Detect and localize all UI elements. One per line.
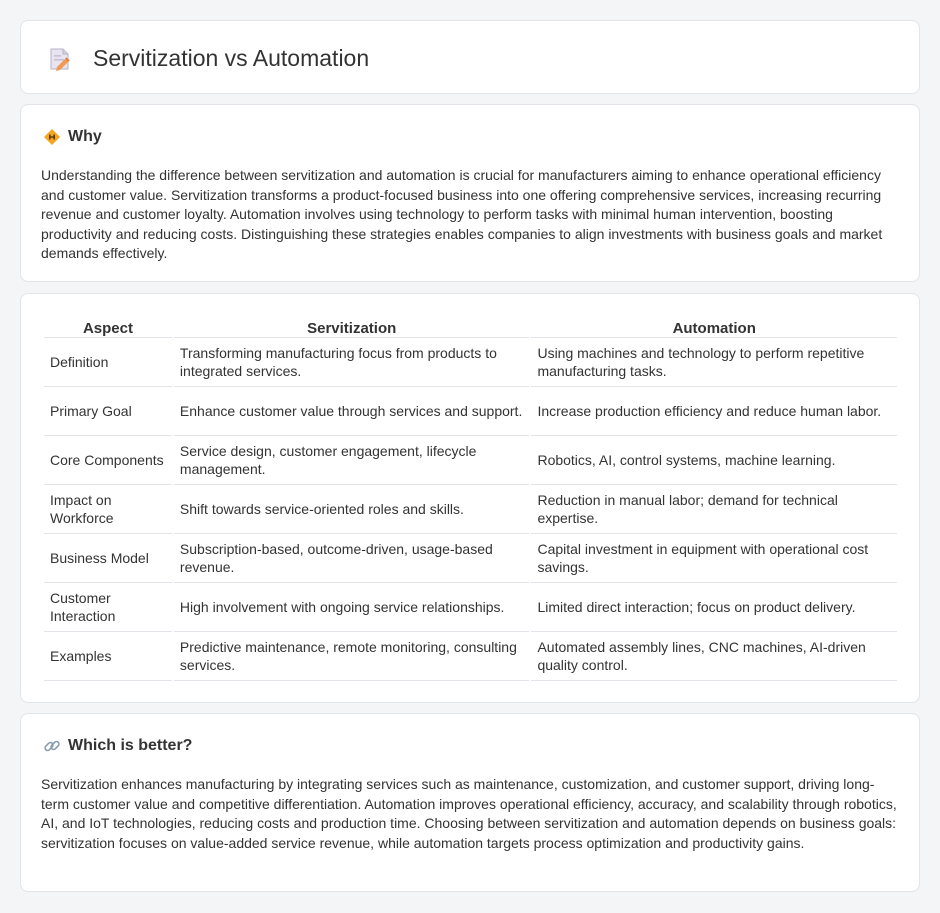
table-row — [44, 534, 897, 583]
table-row — [44, 436, 897, 485]
servitization-cell: Service design, customer engagement, lifecycle management. — [174, 436, 530, 485]
title-row — [47, 45, 369, 72]
automation-cell: Limited direct interaction; focus on product delivery. — [531, 583, 897, 632]
title-card — [20, 20, 920, 94]
servitization-cell: High involvement with ongoing service relationships. — [174, 583, 530, 632]
better-title: Which is better? — [68, 737, 193, 754]
table-row — [44, 632, 897, 681]
page-title: Servitization vs Automation — [93, 45, 370, 71]
comparison-section — [20, 293, 920, 703]
table-row — [44, 387, 897, 436]
automation-cell: Robotics, AI, control systems, machine learning. — [531, 436, 897, 485]
why-text: Understanding the difference between servitization and automation is crucial for manufacturers aiming to enhance operational efficiency and customer value. Servitization transforms a product-focused business into one offering comprehensive services, increasing recurring revenue and customer loyalty. Automation involves using technology to perform tasks with minimal human intervention, boosting productivity and reducing costs. Distinguishing these strategies enables companies to align investments with business goals and market demands effectively. — [41, 167, 883, 262]
why-header — [43, 128, 102, 146]
link-icon — [43, 737, 61, 755]
table-row — [44, 338, 897, 387]
table-row — [44, 485, 897, 534]
automation-cell: Capital investment in equipment with operational cost savings. — [531, 534, 897, 583]
servitization-cell: Subscription-based, outcome-driven, usage-based revenue. — [174, 534, 530, 583]
why-section — [20, 104, 920, 282]
servitization-cell: Enhance customer value through services and support. — [174, 387, 530, 436]
servitization-cell: Predictive maintenance, remote monitoring, consulting services. — [174, 632, 530, 681]
which-better-section — [20, 713, 920, 892]
automation-cell: Using machines and technology to perform repetitive manufacturing tasks. — [531, 338, 897, 387]
aspect-cell: Customer Interaction — [44, 583, 172, 632]
aspect-cell: Impact on Workforce — [44, 485, 172, 534]
table-row — [44, 583, 897, 632]
document-edit-icon — [47, 46, 73, 72]
better-header — [43, 737, 192, 755]
automation-cell: Automated assembly lines, CNC machines, AI-driven quality control. — [531, 632, 897, 681]
header-automation: Automation — [531, 316, 897, 338]
aspect-cell: Business Model — [44, 534, 172, 583]
automation-cell: Reduction in manual labor; demand for technical expertise. — [531, 485, 897, 534]
table-header-row — [44, 316, 897, 338]
servitization-cell: Shift towards service-oriented roles and skills. — [174, 485, 530, 534]
automation-cell: Increase production efficiency and reduce human labor. — [531, 387, 897, 436]
header-servitization: Servitization — [174, 316, 530, 338]
warning-diamond-icon — [43, 128, 61, 146]
aspect-cell: Core Components — [44, 436, 172, 485]
comparison-table — [42, 316, 899, 681]
why-title: Why — [68, 128, 102, 145]
better-text: Servitization enhances manufacturing by integrating services such as maintenance, customization, and customer support, driving long-term customer value and competitive differentiation. Automation improves operational efficiency, accuracy, and scalability through robotics, AI, and IoT technologies, reducing costs and production time. Choosing between servitization and automation depends on business goals: servitization focuses on value-added service revenue, while automation targets process optimization and productivity gains. — [41, 776, 897, 851]
servitization-cell: Transforming manufacturing focus from products to integrated services. — [174, 338, 530, 387]
aspect-cell: Examples — [44, 632, 172, 681]
header-aspect: Aspect — [44, 316, 172, 338]
aspect-cell: Definition — [44, 338, 172, 387]
aspect-cell: Primary Goal — [44, 387, 172, 436]
